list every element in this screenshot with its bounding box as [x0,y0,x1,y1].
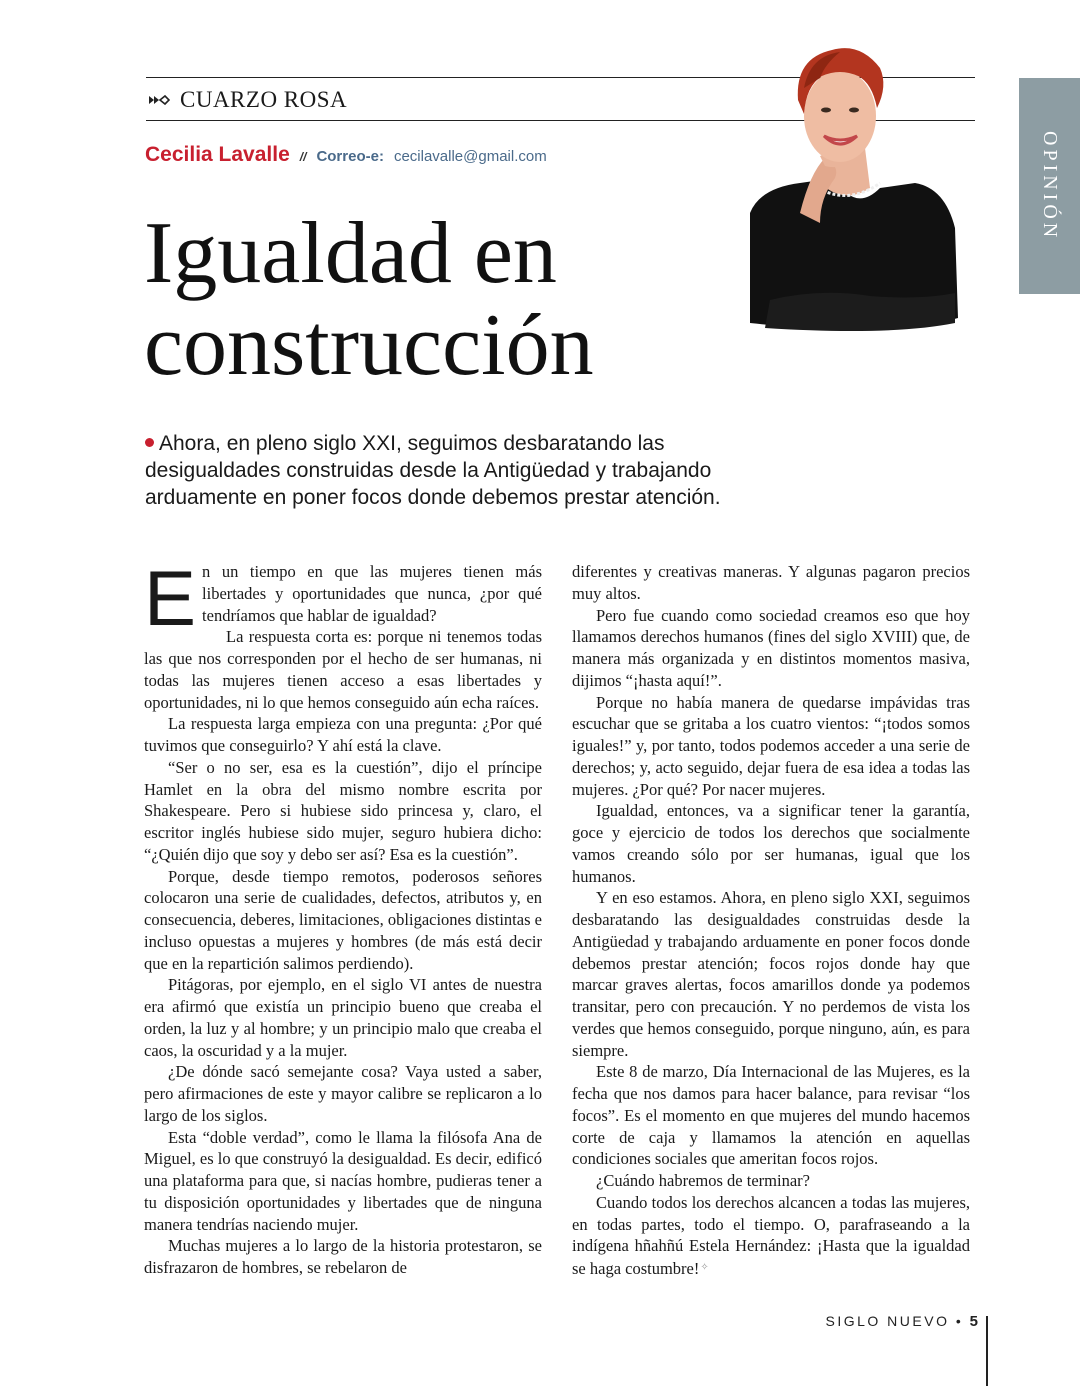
email-link[interactable]: cecilavalle@gmail.com [393,148,547,165]
author-name: Cecilia Lavalle [145,143,290,166]
article-paragraph: La respuesta larga empieza con una pregunta: ¿Por qué tuvimos que conseguirlo? Y ahí está la clave. [144,714,542,755]
end-mark-icon: ✧ [700,1262,709,1273]
article-paragraph: En un tiempo en que las mujeres tienen más libertades y oportunidades que nunca, ¿por qué tendríamos que hablar de igualdad? [144,554,542,642]
byline [145,143,547,167]
headline-line-2: construcción [144,297,594,394]
section-title: CUARZO ROSA [180,87,348,112]
article-paragraph: “Ser o no ser, esa es la cuestión”, dijo el príncipe Hamlet en la obra del mismo nombre escrita por Shakespeare. Pero si hubiese sido princesa y, claro, el escritor inglés hubiese sido mujer, seguro hubiera dicho: “¿Quién dijo que soy y debo ser así? Esa es la cuestión”. [144,757,542,864]
article-paragraph: Y en eso estamos. Ahora, en pleno siglo XXI, seguimos desbaratando las desigualdades construidas desde la Antigüedad y trabajando arduamente en poner focos donde debemos prestar atención; focos rojos donde hay que marcar graves alertas, focos amarillos donde ya podemos transitar, pero con precaución. Y no perdemos de vista los verdes que hemos conseguido, porque ninguno, aún, es para siempre. [572,888,970,1060]
article-paragraph: Pitágoras, por ejemplo, en el siglo VI antes de nuestra era afirmó que existía un principio bueno que creaba el orden, la luz y al hombre; y un principio malo que creaba el caos, la oscuridad y a la mujer. [144,975,542,1060]
section-tab-label: OPINIÓN [1039,130,1061,242]
footer-bullet: • [955,1313,964,1329]
lead-bullet-icon [145,438,154,447]
article-paragraph: ¿De dónde sacó semejante cosa? Vaya usted a saber, pero afirmaciones de este y mayor calibre se replicaron a lo largo de los siglos. [144,1062,542,1125]
lead-text: Ahora, en pleno siglo XXI, seguimos desbaratando las desigualdades construidas desde la Antigüedad y trabajando arduamente en poner focos donde debemos prestar atención. [145,432,721,509]
page-number: 5 [969,1313,978,1330]
article-paragraph: Cuando todos los derechos alcancen a todas las mujeres, en todas partes, todo el tiempo. O, parafraseando a la indígena hñahñú Estela Hernández: ¡Hasta que la igualdad se haga costumbre!✧ [572,1192,970,1278]
article-paragraph: Esta “doble verdad”, como le llama la filósofa Ana de Miguel, es lo que construyó la desigualdad. Es decir, edificó una plataforma para que, si nacías hombre, pudieras tener a tu disposición oportunidades y libertades que de ninguna manera tendrías naciendo mujer. [144,1127,542,1234]
section-label [148,86,347,114]
headline-line-1: Igualdad en [144,205,557,302]
drop-cap: E [144,554,197,642]
double-arrow-icon [148,94,170,106]
section-tab [1019,78,1080,294]
article-paragraph: ¿Cuándo habremos de terminar? [596,1171,810,1190]
email-label: Correo-e: [316,148,384,165]
publication-name: SIGLO NUEVO [825,1313,950,1329]
article-paragraph: Porque no había manera de quedarse impávidas tras escuchar que se gritaba a los cuatro vientos: “¡todos somos iguales!” y, por tanto, todos podemos acceder a una serie de derechos; y, acto seguido, dejar fuera de esa idea a todas las mujeres. ¿Por qué? Por nacer mujeres. [572,692,970,799]
article-paragraph: Pero fue cuando como sociedad creamos eso que hoy llamamos derechos humanos (fines del siglo XVIII) que, de manera más organizada y en distintos momentos masiva, dijimos “¡hasta aquí!”. [572,605,970,690]
headline [144,205,744,394]
article-paragraph: diferentes y creativas maneras. Y algunas pagaron precios muy altos. [572,562,970,603]
article-column-right [572,561,970,1280]
author-portrait [740,38,970,338]
article-paragraph: Muchas mujeres a lo largo de la historia protestaron, se disfrazaron de hombres, se rebelaron de [144,1236,542,1277]
lead-paragraph [145,430,785,511]
article-paragraph: La respuesta corta es: porque ni tenemos todas las que nos corresponden por el hecho de ser humanas, ni todas las mujeres tienen acceso a esas libertades y oportunidades, ni lo que hemos conseguido aún echa raíces. [144,627,542,712]
article-paragraph: Este 8 de marzo, Día Internacional de las Mujeres, es la fecha que nos damos para hacer balance, para revisar “los focos”. Es el momento en que mujeres del mundo hacemos corte de caja y llamamos la atención en aquellas condiciones sociales que ameritan focos rojos. [572,1062,970,1169]
page-footer [800,1313,978,1330]
byline-separator: // [299,150,307,164]
article-column-left [144,554,542,1279]
article-paragraph: Igualdad, entonces, va a significar tener la garantía, goce y ejercicio de todos los derechos que socialmente vamos creando sólo por ser humanas, igual que los humanos. [572,801,970,886]
footer-divider [986,1316,988,1386]
article-paragraph: Porque, desde tiempo remotos, poderosos señores colocaron una serie de cualidades, defectos, atributos y, en consecuencia, deberes, limitaciones, obligaciones distintas e incluso opuestas a mujeres y hombres (de más está decir que en la repartición salimos perdiendo). [144,866,542,973]
